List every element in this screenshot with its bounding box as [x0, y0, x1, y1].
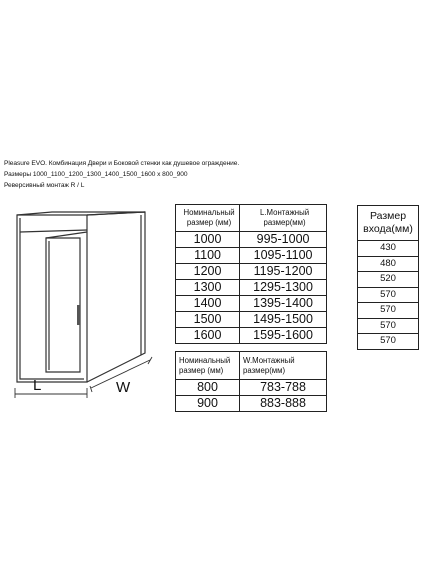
table-length — [175, 204, 327, 344]
table-row: 520 — [358, 272, 419, 288]
table-row: 1000 995-1000 — [176, 232, 327, 248]
table-width — [175, 351, 327, 412]
table-row: 570 — [358, 334, 419, 350]
table-row: 1500 1495-1500 — [176, 312, 327, 328]
table-row: 800 783-788 — [176, 380, 327, 396]
header-line-3: Реверсивный монтаж R / L — [4, 182, 85, 189]
table-w-col1-header: Номинальный размер (мм) — [176, 352, 240, 380]
table-w-col2-header: W.Монтажный размер(мм) — [240, 352, 327, 380]
table-row: 1100 1095-1100 — [176, 248, 327, 264]
header-line-2: Размеры 1000_1100_1200_1300_1400_1500_1600 x 800_900 — [4, 171, 188, 178]
table-row: 570 — [358, 303, 419, 319]
table-l-col1-header: Номинальный размер (мм) — [176, 205, 240, 232]
table-row: 900 883-888 — [176, 396, 327, 412]
table-row: 1400 1395-1400 — [176, 296, 327, 312]
header-line-1: Pleasure EVO. Комбинация Двери и Боковой стенки как душевое ограждение. — [4, 160, 240, 167]
table-row: 480 — [358, 256, 419, 272]
table-l-col2-header: L.Монтажный размер(мм) — [240, 205, 327, 232]
table-row: 430 — [358, 241, 419, 257]
label-w: W — [116, 379, 131, 396]
table-entry-header: Размер входа(мм) — [358, 206, 419, 241]
table-entry-size — [357, 205, 419, 350]
label-l: L — [33, 377, 42, 394]
table-row: 570 — [358, 287, 419, 303]
table-row: 1600 1595-1600 — [176, 328, 327, 344]
door-handle — [77, 305, 80, 325]
table-row: 1300 1295-1300 — [176, 280, 327, 296]
table-row: 1200 1195-1200 — [176, 264, 327, 280]
table-row: 570 — [358, 318, 419, 334]
